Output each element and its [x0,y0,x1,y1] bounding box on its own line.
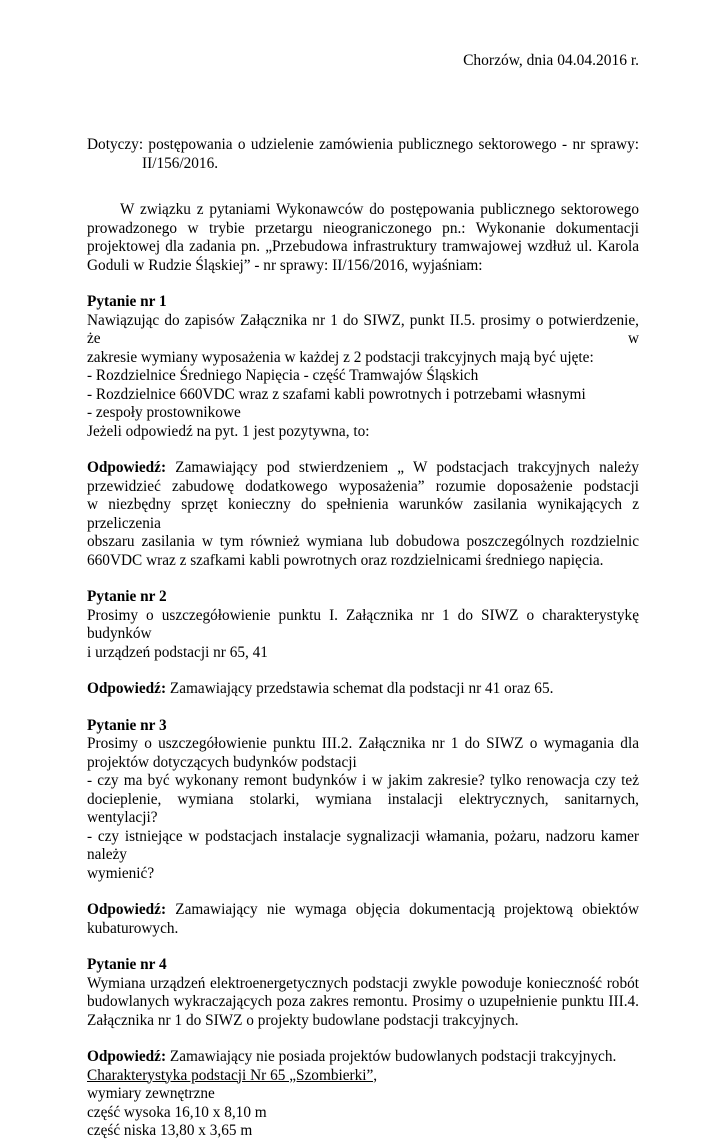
answer-line [87,1048,639,1067]
answer-line [87,680,639,699]
question-heading: Pytanie nr 1 [87,293,167,310]
intro-paragraph [87,201,639,275]
answer-label: Odpowiedź: [87,901,167,918]
answer-label: Odpowiedź: [87,459,167,476]
answer-text: Zamawiający nie posiada projektów budowlanych podstacji trakcyjnych. [166,1048,617,1065]
answer-line: obszaru zasilania w tym również wymiana lub dobudowa poszczególnych rozdzielnic [87,533,639,550]
intro-line: Goduli w Rudzie Śląskiej” - nr sprawy: II/156/2016, wyjaśniam: [87,256,483,274]
answer-1 [87,459,639,570]
question-line: Załącznika nr 1 do SIWZ o projekty budowlane podstacji trakcyjnych. [87,1011,519,1029]
substation-characteristics-heading: Charakterystyka podstacji Nr 65 „Szombierki”, [87,1066,378,1084]
subject-block [87,136,639,173]
question-line: - Rozdzielnice 660VDC wraz z szafami kabli powrotnych i potrzebami własnymi [87,385,586,403]
answer-text: Zamawiający nie wymaga objęcia dokumentacją projektową obiektów [166,901,639,918]
question-line: Prosimy o uszczegółowienie punktu III.2. Załącznika nr 1 do SIWZ o wymagania dla [87,735,639,752]
answer-label: Odpowiedź: [87,680,167,697]
answer-2 [87,680,639,699]
answer-4 [87,1048,639,1141]
question-4 [87,956,639,1030]
question-3 [87,717,639,884]
question-heading: Pytanie nr 2 [87,588,167,605]
question-line: budowlanych wykraczających poza zakres remontu. Prosimy o uzupełnienie punktu III.4. [87,993,639,1010]
question-line: projektów dotyczących budynków podstacji [87,753,357,771]
question-line: zakresie wymiany wyposażenia w każdej z 2 podstacji trakcyjnych mają być ujęte: [87,348,594,366]
document-date: Chorzów, dnia 04.04.2016 r. [463,52,639,69]
question-1 [87,293,639,441]
answer-line: kubaturowych. [87,919,179,937]
question-line: - czy ma być wykonany remont budynków i w jakim zakresie? tylko renowacja czy też [87,772,639,789]
answer-line: wymiary zewnętrzne [87,1085,215,1102]
answer-text: Zamawiający przedstawia schemat dla podstacji nr 41 oraz 65. [166,680,554,697]
question-line: Jeżeli odpowiedź na pyt. 1 jest pozytywna, to: [87,422,370,440]
question-heading: Pytanie nr 4 [87,956,167,973]
question-line: i urządzeń podstacji nr 65, 41 [87,643,268,661]
question-line: docieplenie, wymiana stolarki, wymiana instalacji elektrycznych, sanitarnych, wentylacji? [87,790,639,826]
subject-line: Dotyczy: postępowania o udzielenie zamówienia publicznego sektorowego - nr sprawy: [87,136,639,153]
question-line: Prosimy o uszczegółowienie punktu I. Załącznika nr 1 do SIWZ o charakterystykę budynków [87,606,639,642]
question-line: Nawiązując do zapisów Załącznika nr 1 do SIWZ, punkt II.5. prosimy o potwierdzenie, że w [87,311,639,347]
answer-line: część wysoka 16,10 x 8,10 m [87,1103,267,1121]
intro-line: prowadzonego w trybie przetargu nieograniczonego pn.: Wykonanie dokumentacji [87,219,639,237]
subject-case-number: II/156/2016. [142,154,219,172]
answer-line: przewidzieć zabudowę dodatkowego wyposażenia” rozumie doposażenie podstacji [87,477,639,495]
answer-line [87,459,639,478]
question-line: Wymiana urządzeń elektroenergetycznych podstacji zwykle powoduje konieczność robót [87,974,639,992]
answer-line: część niska 13,80 x 3,65 m [87,1122,253,1139]
answer-text: Zamawiający pod stwierdzeniem „ W podstacjach trakcyjnych należy [166,459,639,476]
question-line: - zespoły prostownikowe [87,404,241,421]
question-line: - Rozdzielnice Średniego Napięcia - część Tramwajów Śląskich [87,367,479,384]
answer-label: Odpowiedź: [87,1048,167,1065]
document-body [87,136,639,1141]
intro-line: W związku z pytaniami Wykonawców do postępowania publicznego sektorowego [120,201,639,218]
question-2 [87,588,639,662]
answer-line: 660VDC wraz z szafkami kabli powrotnych oraz rozdzielnicami średniego napięcia. [87,551,604,569]
answer-3 [87,901,639,938]
answer-line [87,901,639,920]
answer-line: w niezbędny sprzęt konieczny do spełnienia warunków zasilania wynikających z przeliczenia [87,496,639,532]
question-heading: Pytanie nr 3 [87,716,167,734]
question-line: - czy istniejące w podstacjach instalacje sygnalizacji włamania, pożaru, nadzoru kamer należy [87,827,639,863]
question-line: wymienić? [87,864,155,882]
intro-line: projektowej dla zadania pn. „Przebudowa infrastruktury tramwajowej wzdłuż ul. Karola [87,238,639,255]
